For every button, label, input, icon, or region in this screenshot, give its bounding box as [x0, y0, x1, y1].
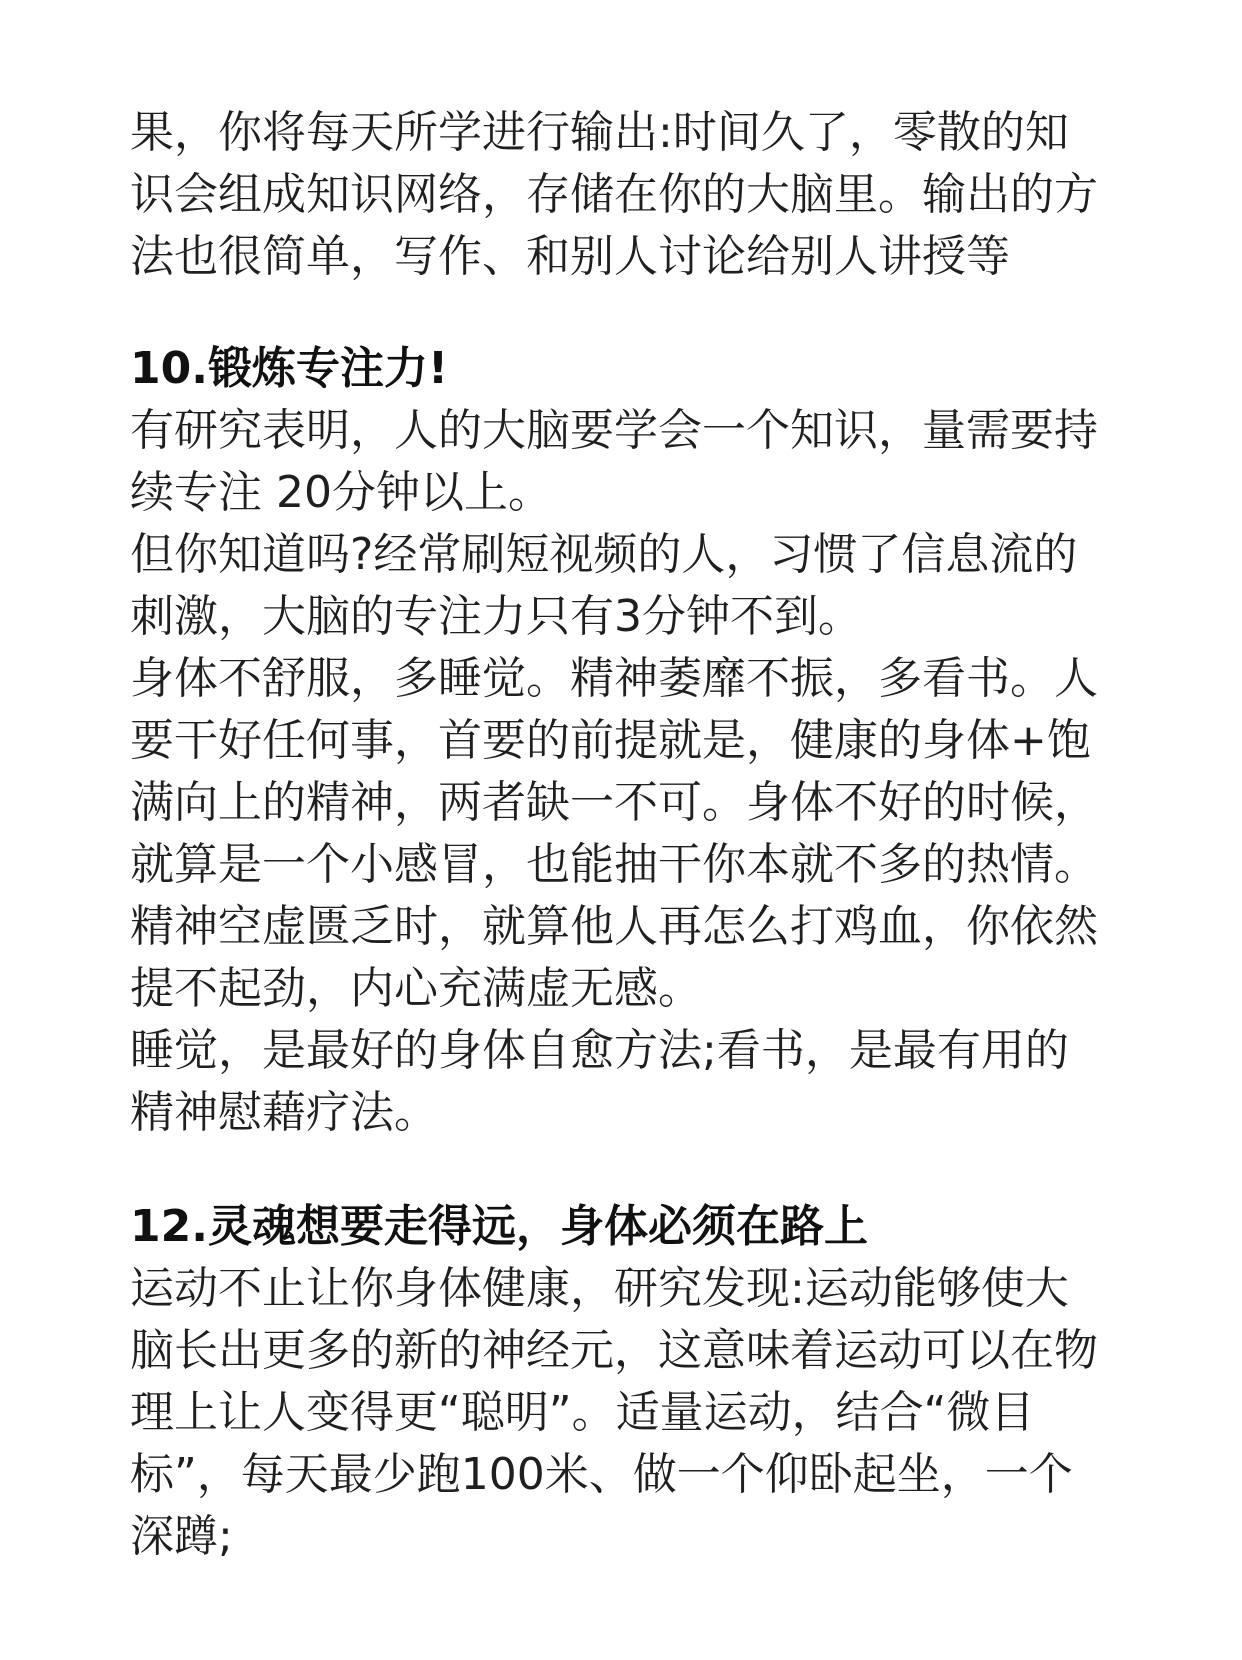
section-12-line: 运动不止让你身体健康，研究发现:运动能够使大 [130, 1263, 1069, 1314]
section-10-line: 身体不舒服，多睡觉。精神萎靡不振，多看书。人 [130, 653, 1098, 704]
section-10-line: 就算是一个小感冒，也能抽干你本就不多的热情。 [130, 839, 1098, 890]
section-12-heading: 12.灵魂想要走得远，身体必须在路上 [130, 1201, 868, 1252]
section-10-heading: 10.锻炼专注力! [130, 343, 449, 394]
section-10-line: 睡觉，是最好的身体自愈方法;看书，是最有用的 [130, 1025, 1069, 1076]
section-10-line: 满向上的精神，两者缺一不可。身体不好的时候， [130, 777, 1098, 828]
section-12-line: 标”，每天最少跑100米、做一个仰卧起坐，一个 [130, 1449, 1073, 1500]
intro-line-3: 法也很简单，写作、和别人讨论给别人讲授等 [130, 231, 1010, 282]
section-12-line: 深蹲; [130, 1511, 233, 1562]
section-10-line: 刺激，大脑的专注力只有3分钟不到。 [130, 591, 862, 642]
section-12-line: 脑长出更多的新的神经元，这意味着运动可以在物 [130, 1325, 1098, 1376]
section-12-line: 理上让人变得更“聪明”。适量运动，结合“微目 [130, 1387, 1035, 1438]
section-10-line: 但你知道吗?经常刷短视频的人，习惯了信息流的 [130, 529, 1078, 580]
section-10-line: 续专注 20分钟以上。 [130, 467, 552, 518]
section-10-line: 精神慰藉疗法。 [130, 1087, 438, 1138]
section-10-line: 有研究表明，人的大脑要学会一个知识，量需要持 [130, 405, 1098, 456]
intro-line-1: 果，你将每天所学进行输出:时间久了，零散的知 [130, 107, 1069, 158]
intro-line-2: 识会组成知识网络，存储在你的大脑里。输出的方 [130, 169, 1098, 220]
section-10-line: 精神空虚匮乏时，就算他人再怎么打鸡血，你依然 [130, 901, 1098, 952]
section-10-line: 要干好任何事，首要的前提就是，健康的身体+饱 [130, 715, 1091, 766]
section-10-line: 提不起劲，内心充满虚无感。 [130, 963, 702, 1014]
